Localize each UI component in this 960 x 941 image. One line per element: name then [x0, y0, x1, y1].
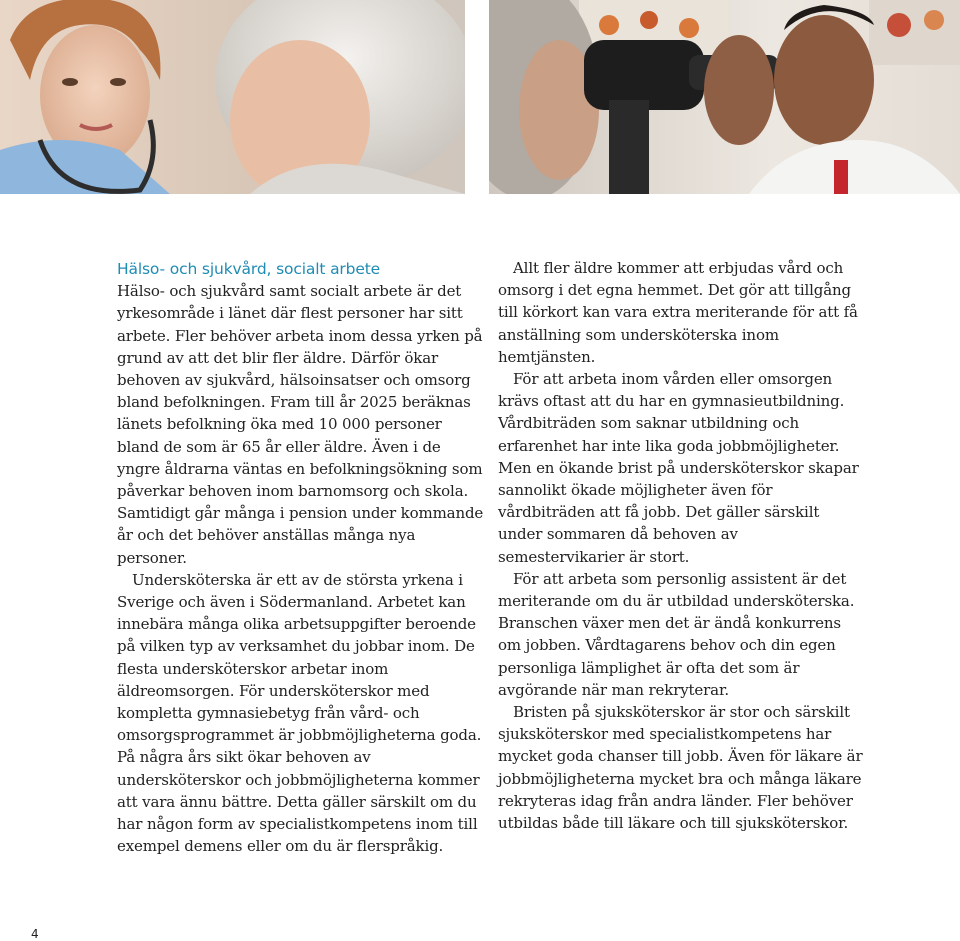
body-paragraph: Allt fler äldre kommer att erbjudas vård och omsorg i det egna hemmet. Det gör att tillgång till körkort kan vara extra meriterande för att få anställning som undersköterska inom hemtjänsten. [498, 259, 858, 366]
nurse-with-elderly-woman-photo [0, 0, 465, 194]
page-number: 4 [31, 927, 39, 941]
body-paragraph: Bristen på sjuksköterskor är stor och särskilt sjuksköterskor med specialistkompetens har mycket goda chanser till jobb. Även för läkare är jobbmöjligheterna mycket bra och många läkare rekryteras idag från andra länder. Fler behöver utbildas både till läkare och till sjuksköterskor. [498, 703, 863, 833]
body-paragraph: Undersköterska är ett av de största yrkena i Sverige och även i Södermanland. Arbetet kan innebära många olika arbetsuppgifter beroende på vilken typ av verksamhet du jobbar inom. De flesta undersköterskor arbetar inom äldreomsorgen. För undersköterskor med kompletta gymnasiebetyg från vård- och omsorgsprogrammet är jobbmöjligheterna goda. På några års sikt ökar behoven av undersköterskor och jobbmöjligheterna kommer att vara ännu bättre. Detta gäller särskilt om du har någon form av specialistkompetens inom till exempel demens eller om du är flerspråkig. [117, 570, 482, 856]
section-heading: Hälso- och sjukvård, socialt arbete [117, 260, 381, 278]
photo-illustration [0, 0, 465, 194]
photo-illustration [489, 0, 960, 194]
body-paragraph: För att arbeta inom vården eller omsorgen krävs oftast att du har en gymnasieutbildning. Vårdbiträden som saknar utbildning och erfarenhet har inte lika goda jobbmöjligheter. Men en ökande brist på undersköterskor skapar sannolikt ökade möjligheter även för vårdbiträden att få jobb. Det gäller särskilt under sommaren då behoven av semestervikarier är stort. [498, 370, 859, 566]
body-paragraph: För att arbeta som personlig assistent är det meriterande om du är utbildad undersköterska. Branschen växer men det är ändå konkurrens om jobben. Vårdtagarens behov och din egen personliga lämplighet är ofta det som är avgörande när man rekryterar. [498, 569, 855, 699]
optometrist-eye-exam-photo [489, 0, 960, 194]
left-text-column [117, 258, 487, 857]
body-paragraph: Hälso- och sjukvård samt socialt arbete är det yrkesområde i länet där flest personer har sitt arbete. Fler behöver arbeta inom dessa yrken på grund av att det blir fler äldre. Därför ökar behoven av sjukvård, hälsoinsatser och omsorg bland befolkningen. Fram till år 2025 beräknas länets befolkning öka med 10 000 personer bland de som är 65 år eller äldre. Även i de yngre åldrarna väntas en befolkningsökning som påverkar behoven inom barnomsorg och skola. Samtidigt går många i pension under kommande år och det behöver anställas många nya personer. [117, 282, 484, 567]
right-text-column [498, 257, 868, 834]
